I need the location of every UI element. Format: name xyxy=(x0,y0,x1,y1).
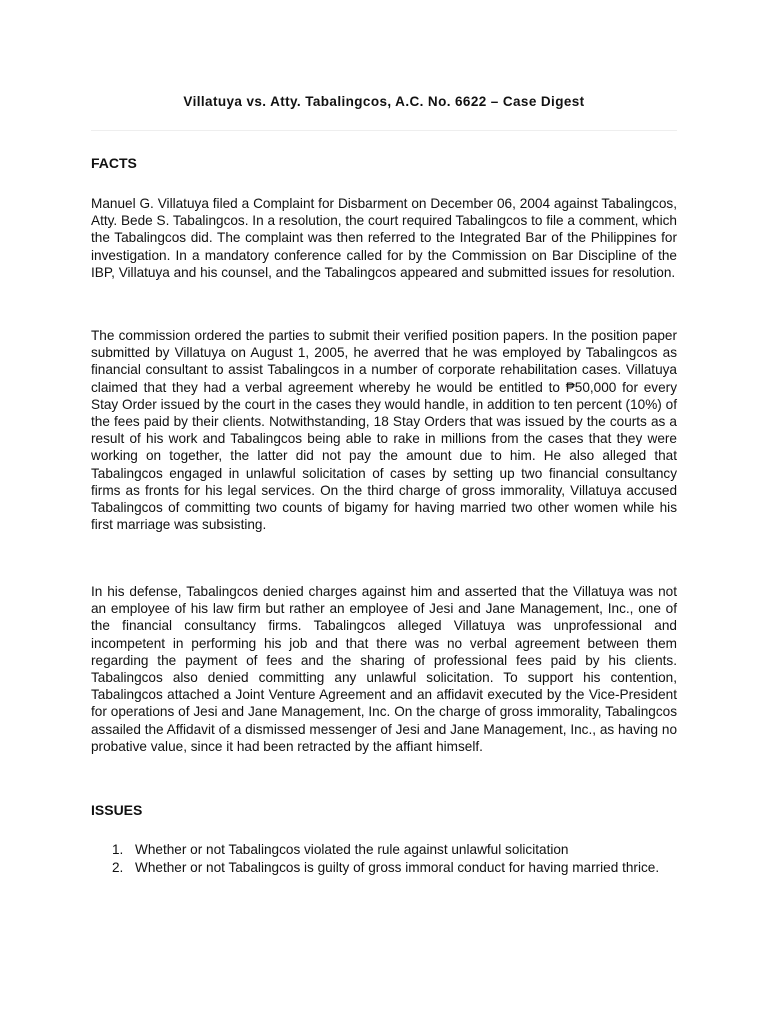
facts-heading: FACTS xyxy=(91,155,137,171)
issue-text: Whether or not Tabalingcos is guilty of gross immoral conduct for having married thrice. xyxy=(135,859,660,875)
document-title: Villatuya vs. Atty. Tabalingcos, A.C. No. 6622 – Case Digest xyxy=(183,94,585,109)
issues-list xyxy=(91,841,677,876)
issue-number: 1. xyxy=(112,842,124,857)
facts-paragraph-1: Manuel G. Villatuya filed a Complaint for Disbarment on December 06, 2004 against Tabalingcos, Atty. Bede S. Tabalingcos. In a resolution, the court required Tabalingcos to file a comment, which the Tabalingcos did. The complaint was then referred to the Integrated Bar of the Philippines for investigation. In a mandatory conference called for by the Commission on Bar Discipline of the IBP, Villatuya and his counsel, and the Tabalingcos appeared and submitted issues for resolution. xyxy=(91,196,677,280)
facts-paragraph-2: The commission ordered the parties to submit their verified position papers. In the position paper submitted by Villatuya on August 1, 2005, he averred that he was employed by Tabalingcos as financial consultant to assist Tabalingcos in a number of corporate rehabilitation cases. Villatuya claimed that they had a verbal agreement whereby he would be entitled to ₱50,000 for every Stay Order issued by the court in the cases they would handle, in addition to ten percent (10%) of the fees paid by their clients. Notwithstanding, 18 Stay Orders that was issued by the courts as a result of his work and Tabalingcos being able to rake in millions from the cases that they were working on together, the latter did not pay the amount due to him. He also alleged that Tabalingcos engaged in unlawful solicitation of cases by setting up two financial consultancy firms as fronts for his legal services. On the third charge of gross immorality, Villatuya accused Tabalingcos of committing two counts of bigamy for having married two other women while his first marriage was subsisting. xyxy=(91,328,677,533)
issue-item-1 xyxy=(91,841,677,859)
issue-text: Whether or not Tabalingcos violated the rule against unlawful solicitation xyxy=(135,842,569,857)
facts-paragraph-3: In his defense, Tabalingcos denied charges against him and asserted that the Villatuya was not an employee of his law firm but rather an employee of Jesi and Jane Management, Inc., one of the financial consultancy firms. Tabalingcos alleged Villatuya was unprofessional and incompetent in performing his job and that there was no verbal agreement between them regarding the payment of fees and the sharing of professional fees paid by his clients. Tabalingcos also denied committing any unlawful solicitation. To support his contention, Tabalingcos attached a Joint Venture Agreement and an affidavit executed by the Vice-President for operations of Jesi and Jane Management, Inc. On the charge of gross immorality, Tabalingcos assailed the Affidavit of a dismissed messenger of Jesi and Jane Management, Inc., as having no probative value, since it had been retracted by the affiant himself. xyxy=(91,584,677,754)
issue-item-2 xyxy=(91,859,677,877)
issue-number: 2. xyxy=(112,859,124,875)
title-divider xyxy=(91,130,677,131)
issues-heading: ISSUES xyxy=(91,802,143,818)
